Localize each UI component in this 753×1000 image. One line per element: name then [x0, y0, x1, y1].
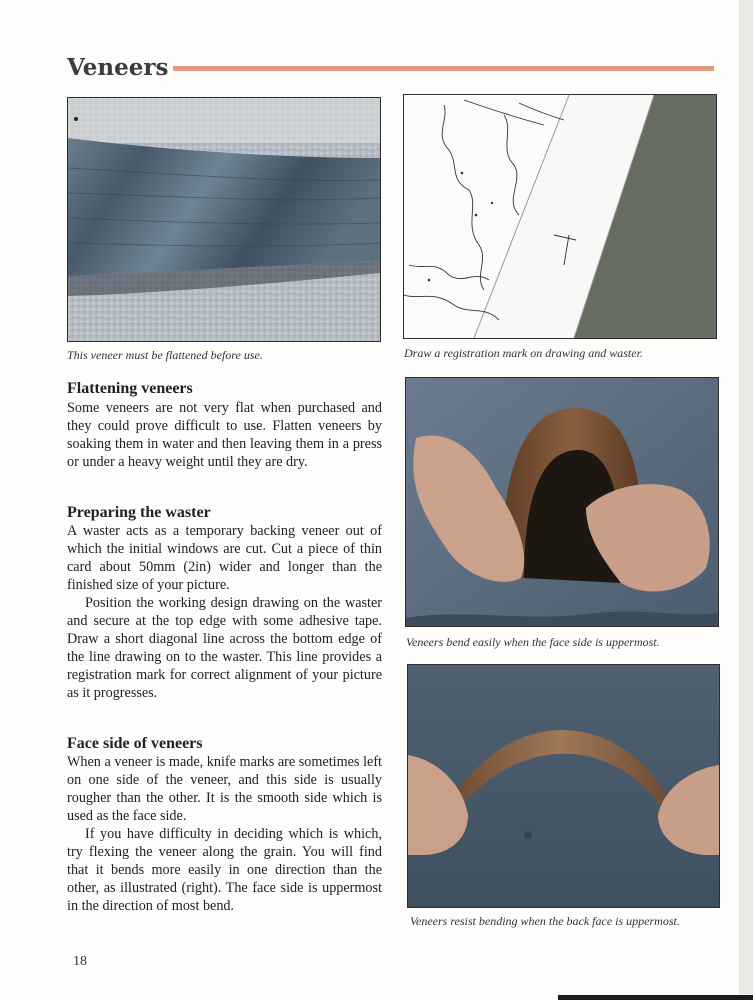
page-number: 18: [73, 954, 87, 969]
caption-registration-mark: Draw a registration mark on drawing and waster.: [404, 346, 643, 360]
heading-preparing-waster: Preparing the waster: [67, 504, 211, 521]
photo-veneer-bend-easy: [405, 377, 719, 627]
heading-face-side: Face side of veneers: [67, 735, 203, 752]
section-waster-body: [67, 522, 382, 702]
paragraph: A waster acts as a temporary backing veneer out of which the initial windows are cut. Cut a piece of thin card about 50mm (2in) wider and longer than the finished size of your picture.: [67, 523, 382, 593]
caption-veneer-bend-easy: Veneers bend easily when the face side is uppermost.: [406, 635, 660, 649]
page-title: Veneers: [67, 54, 169, 81]
title-rule: [173, 66, 714, 71]
caption-veneer-bend-resist: Veneers resist bending when the back face is uppermost.: [410, 914, 680, 928]
paragraph: Position the working design drawing on the waster and secure at the top edge with some adhesive tape. Draw a short diagonal line across the bottom edge of the line drawing on to the waster. This line provides a registration mark for correct alignment of your picture as it progresses.: [67, 595, 382, 701]
photo-unflattened-veneer: [67, 97, 381, 342]
heading-flattening-veneers: Flattening veneers: [67, 380, 193, 397]
page-edge-shadow: [739, 0, 753, 1000]
bottom-edge-bar: [558, 995, 753, 1000]
photo-registration-mark: [403, 94, 717, 339]
caption-unflattened-veneer: This veneer must be flattened before use.: [67, 348, 263, 362]
section-flattening-body: [67, 399, 382, 471]
photo-veneer-bend-resist: [407, 664, 720, 908]
paragraph: When a veneer is made, knife marks are sometimes left on one side of the veneer, and this side is usually rougher than the other. It is the smooth side which is used as the face side.: [67, 754, 382, 824]
paragraph: Some veneers are not very flat when purchased and they could prove difficult to use. Flatten veneers by soaking them in water and then leaving them in a press or under a heavy weight until they are dry.: [67, 400, 382, 470]
paragraph: If you have difficulty in deciding which is which, try flexing the veneer along the grain. You will find that it bends more easily in one direction than the other, as illustrated (right). The face side is uppermost in the direction of most bend.: [67, 826, 382, 914]
section-face-side-body: [67, 753, 382, 915]
